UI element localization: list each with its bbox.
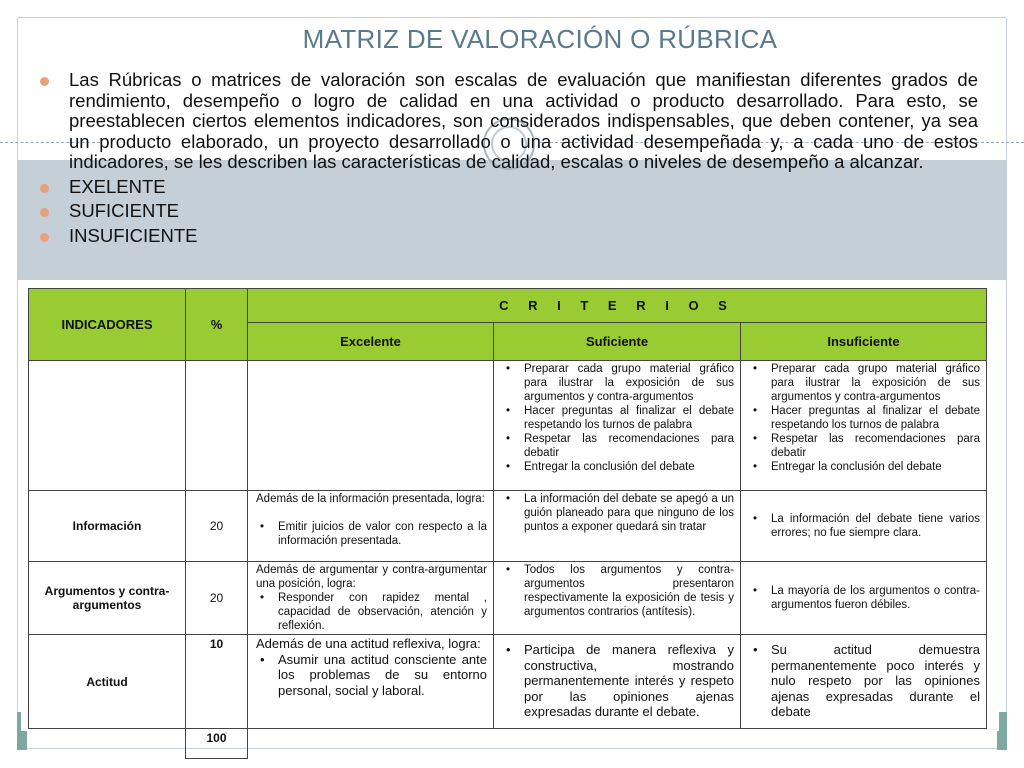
list-item: • La información del debate tiene varios errores; no fue siempre clara. (749, 512, 980, 540)
total-spacer (494, 729, 741, 759)
table-row (29, 635, 987, 729)
total-spacer (248, 729, 494, 759)
total-spacer (741, 729, 987, 759)
row1-excelente-cell (248, 491, 494, 562)
header-indicadores: INDICADORES (29, 289, 186, 361)
row0-suficiente-cell (494, 361, 741, 491)
header-insuficiente: Insuficiente (741, 323, 987, 361)
bullet-level-suficiente: SUFICIENTE (40, 201, 978, 222)
bullet-list (40, 70, 978, 250)
list-item: • Entregar la conclusión del debate (749, 460, 980, 474)
row-label-informacion: Información (29, 491, 186, 562)
table-row (29, 361, 987, 491)
row1-suficiente-cell (494, 491, 741, 562)
list-item: • Hacer preguntas al finalizar el debate respetando los turnos de palabra (749, 404, 980, 432)
row-percent-argumentos: 20 (186, 562, 248, 635)
total-spacer (29, 729, 186, 759)
list-item: • Participa de manera reflexiva y constructiva, mostrando permanentemente interés y respeto por las opiniones ajenas expresadas durante el debate. (502, 642, 734, 720)
row0-excelente-cell (248, 361, 494, 491)
header-percent: % (186, 289, 248, 361)
list-item: • Responder con rapidez mental , capacidad de observación, atención y reflexión. (256, 591, 487, 633)
list-item: • Respetar las recomendaciones para debatir (749, 432, 980, 460)
row3-excelente-cell (248, 635, 494, 729)
row-label-actitud: Actitud (29, 635, 186, 729)
row2-excelente-cell (248, 562, 494, 635)
row3-insuficiente-cell (741, 635, 987, 729)
header-criterios: C R I T E R I O S (248, 289, 987, 323)
list-item: • La información del debate se apegó a un guión planeado para que ninguno de los puntos a exponer quedará sin tratar (502, 492, 734, 534)
total-percent: 100 (186, 729, 248, 759)
row0-indicator-cell (29, 361, 186, 491)
slide-title: MATRIZ DE VALORACIÓN O RÚBRICA (302, 24, 778, 54)
row0-insuficiente-cell (741, 361, 987, 491)
table-row-total (29, 729, 987, 759)
excelente-intro: Además de la información presentada, logra: (256, 493, 485, 505)
row2-insuficiente-cell (741, 562, 987, 635)
list-item: • Hacer preguntas al finalizar el debate respetando los turnos de palabra (502, 404, 734, 432)
row-percent-informacion: 20 (186, 491, 248, 562)
rubric-table-container (21, 281, 999, 745)
table-row (29, 562, 987, 635)
excelente-intro: Además de argumentar y contra-argumentar una posición, logra: (256, 564, 487, 590)
header-suficiente: Suficiente (494, 323, 741, 361)
row-label-argumentos: Argumentos y contra-argumentos (29, 562, 186, 635)
row0-percent-cell (186, 361, 248, 491)
bullet-definition: Las Rúbricas o matrices de valoración son escalas de evaluación que manifiestan diferentes grados de rendimiento, desempeño o logro de calidad en una actividad o producto desarrollado. Para esto, se preestablecen ciertos elementos indicadores, son considerados indispensables, que deben contener, ya sea un producto elaborado, un proyecto desarrollado o una actividad desempeñada y, a cada uno de estos indicadores, se les describen las características de calidad, escalas o niveles de desempeño a alcanzar. (40, 70, 978, 173)
list-item: • Preparar cada grupo material gráfico para ilustrar la exposición de sus argumentos y contra-argumentos (749, 362, 980, 404)
list-item: • Respetar las recomendaciones para debatir (502, 432, 734, 460)
excelente-intro: Además de una actitud reflexiva, logra: (256, 636, 481, 651)
header-excelente: Excelente (248, 323, 494, 361)
list-item: • Su actitud demuestra permanentemente poco interés y nulo respeto por las opiniones ajenas expresadas durante el debate (749, 642, 980, 720)
bullet-level-insuficiente: INSUFICIENTE (40, 226, 978, 247)
row2-suficiente-cell (494, 562, 741, 635)
table-row (29, 491, 987, 562)
row1-insuficiente-cell (741, 491, 987, 562)
list-item: • Asumir una actitud consciente ante los problemas de su entorno personal, social y laboral. (256, 652, 487, 699)
list-item: • Preparar cada grupo material gráfico para ilustrar la exposición de sus argumentos y contra-argumentos (502, 362, 734, 404)
row3-suficiente-cell (494, 635, 741, 729)
list-item: • Emitir juicios de valor con respecto a la información presentada. (256, 520, 487, 548)
list-item: • La mayoría de los argumentos o contra-argumentos fueron débiles. (749, 584, 980, 612)
rubric-table (28, 288, 987, 759)
list-item: • Todos los argumentos y contra-argumentos presentaron respectivamente la exposición de tesis y argumentos contrarios (antítesis). (502, 563, 734, 619)
list-item: • Entregar la conclusión del debate (502, 460, 734, 474)
bullet-level-excelente: EXELENTE (40, 177, 978, 198)
row-percent-actitud: 10 (186, 635, 248, 729)
